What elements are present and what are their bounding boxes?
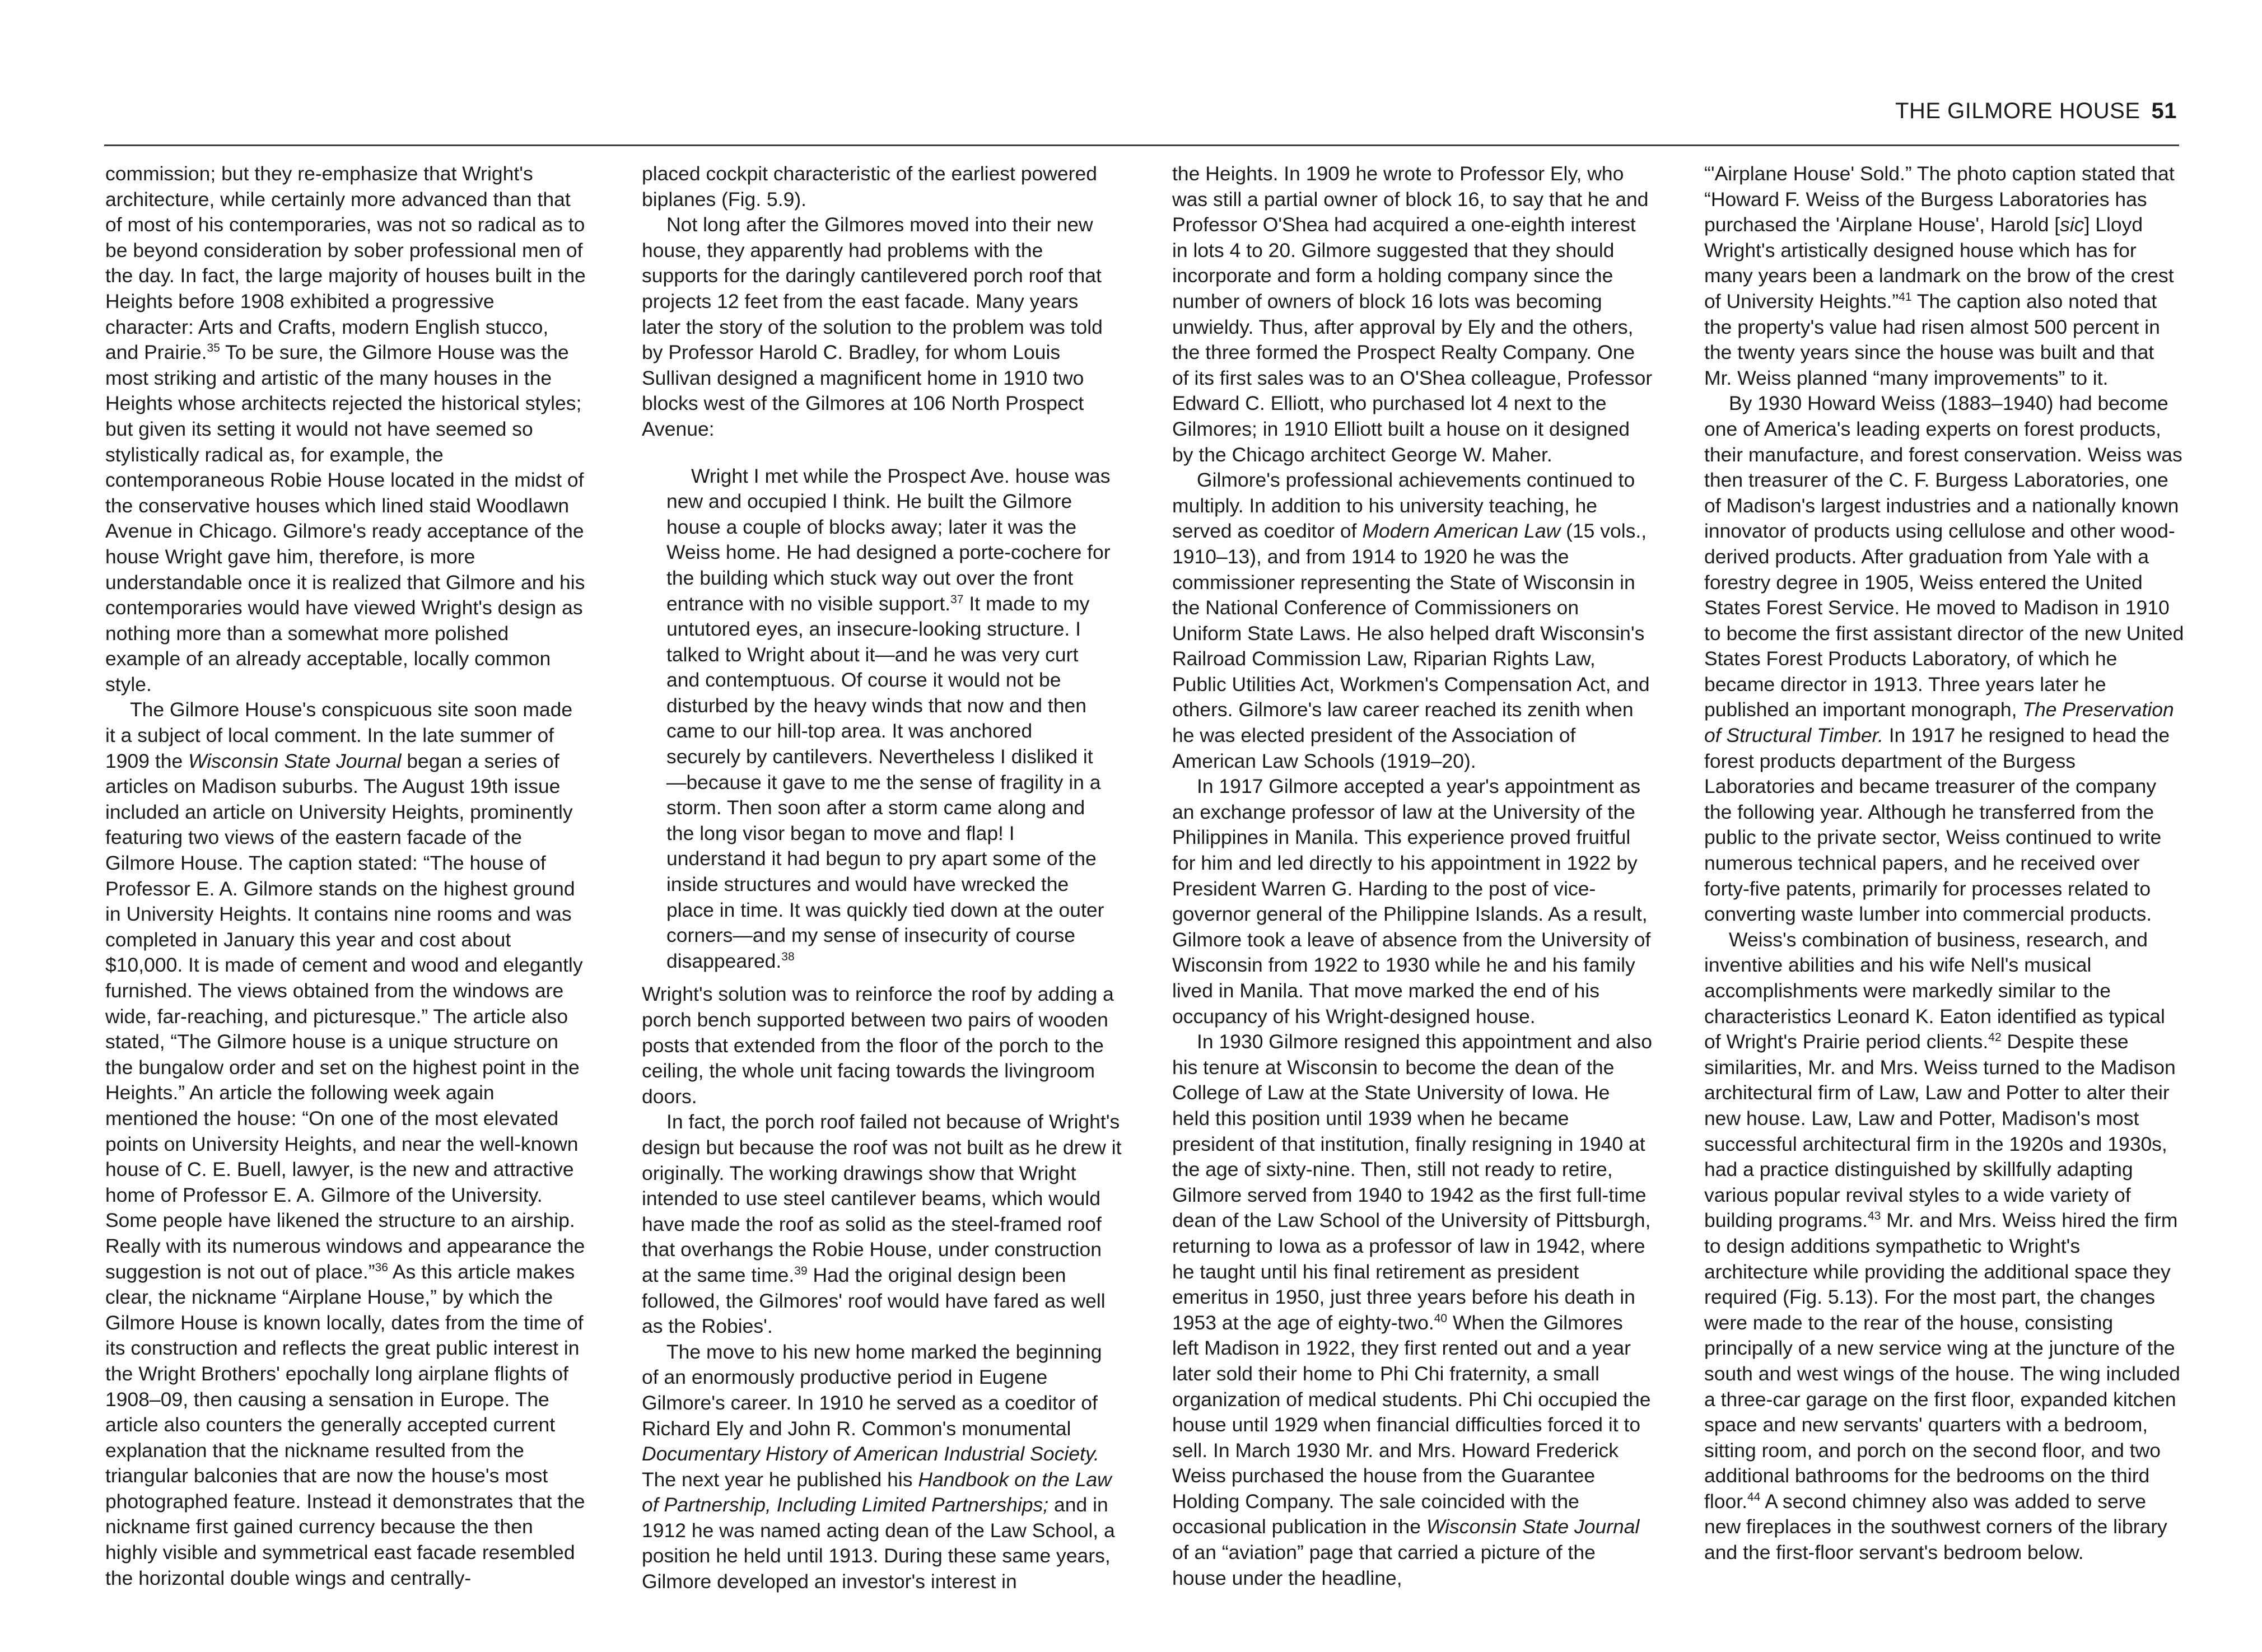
text-run: began a series of articles on Madison suburbs. The August 19th issue included an article on University Heights, prominently featuring two views of the eastern facade of the Gilmore House. The caption stated: “The house of Professor E. A. Gilmore stands on the highest ground in University Heights. It contains nine rooms and was completed in January this year and cost about $10,000. It is made of cement and wood and elegantly furnished. The views obtained from the windows are wide, far-reaching, and picturesque.” The article also stated, “The Gilmore house is a unique structure on the bungalow order and set on the highest point in the Heights.” An article the following week again mentioned the house: “On one of the most elevated points on University Heights, and near the well-known house of C. E. Buell, lawyer, is the new and attractive home of Professor E. A. Gilmore of the University. Some people have likened the structure to an airship. Really with its numerous windows and appearance the suggestion is not out of place.” — [105, 749, 585, 1283]
paragraph — [1704, 161, 2185, 391]
paragraph — [1172, 1029, 1653, 1591]
paragraph — [1704, 391, 2185, 927]
publication-title: Wisconsin State Journal — [188, 749, 402, 772]
footnote-ref: 42 — [1988, 1031, 2002, 1044]
paragraph — [1172, 468, 1653, 774]
text-run: By 1930 Howard Weiss (1883–1940) had become one of America's leading experts on forest products, their manufacture, and forest conservation. Weiss was then treasurer of the C. F. Burgess Laboratories, one of Madison's largest industries and a nationally known innovator of products using cellulose and other wood-derived products. After graduation from Yale with a forestry degree in 1905, Weiss entered the United States Forest Service. He moved to Madison in 1910 to become the first assistant director of the new United States Forest Products Laboratory, of which he became director in 1913. Three years later he published an important monograph, — [1704, 392, 2184, 721]
text-run: commission; but they re-emphasize that Wright's architecture, while certainly more advanced than that of most of his contemporaries, was not so radical as to be beyond consideration by sober professional men of the day. In fact, the large majority of houses built in the Heights before 1908 exhibited a progressive character: Arts and Crafts, modern English stucco, and Prairie. — [105, 162, 586, 364]
text-run: of an “aviation” page that carried a picture of the house under the headline, — [1172, 1541, 1596, 1589]
text-run: A second chimney also was added to serve new fireplaces in the southwest corners of the library and the first-floor servant's bedroom below. — [1704, 1490, 2167, 1564]
text-column-3 — [1172, 161, 1653, 1591]
text-run: The move to his new home marked the beginning of an enormously productive period in Eugene Gilmore's career. In 1910 he served as a coeditor of Richard Ely and John R. Common's monumental — [642, 1340, 1102, 1440]
text-run: Weiss's combination of business, research, and inventive abilities and his wife Nell's musical accomplishments were markedly similar to the characteristics Leonard K. Eaton identified as typical of Wright's Prairie period clients. — [1704, 928, 2165, 1053]
sic-note: sic — [2060, 213, 2084, 236]
text-run: (15 vols., 1910–13), and from 1914 to 1920 he was the commissioner representing the State of Wisconsin in the National Conference of Commissioners on Uniform State Laws. He also helped draft Wisconsin's Railroad Commission Law, Riparian Rights Law, Public Utilities Act, Workmen's Compensation Act, and others. Gilmore's law career reached its zenith when he was elected president of the Association of American Law Schools (1919–20). — [1172, 520, 1650, 772]
text-run: The Gilmore House's conspicuous site soon made it a subject of local comment. In the late summer of 1909 the — [105, 698, 573, 772]
text-run: Wright I met while the Prospect Ave. house was new and occupied I think. He built the Gilmore house a couple of blocks away; later it was the Weiss home. He had designed a porte-cochere for the building which stuck way out over the front entrance with no visible support. — [666, 464, 1111, 615]
block-quote — [642, 464, 1122, 974]
text-run: In 1930 Gilmore resigned this appointment and also his tenure at Wisconsin to become the dean of the College of Law at the State University of Iowa. He held this position until 1939 when he became president of that institution, finally resigning in 1940 at the age of sixty-nine. Then, still not ready to retire, Gilmore served from 1940 to 1942 as the first full-time dean of the Law School of the University of Pittsburgh, returning to Iowa as a professor of law in 1942, where he taught until his final retirement as president emeritus in 1950, just three years before his death in 1953 at the age of eighty-two. — [1172, 1030, 1653, 1334]
paragraph: Wright's solution was to reinforce the roof by adding a porch bench supported between two pairs of wooden posts that extended from the floor of the porch to the ceiling, the whole unit facing towards the livingroom doors. — [642, 983, 1114, 1108]
text-run: It made to my untutored eyes, an insecure-looking structure. I talked to Wright about it—and he was very curt and contemptuous. Of course it would not be disturbed by the heavy winds that now and then came to our hill-top area. It was anchored securely by cantilevers. Nevertheless I disliked it—because it gave to me the sense of fragility in a storm. Then soon after a storm came along and the long visor began to move and flap! I understand it had begun to pry apart some of the inside structures and would have wrecked the place in time. It was quickly tied down at the outer corners—and my sense of insecurity of course disappeared. — [666, 592, 1104, 972]
text-run: When the Gilmores left Madison in 1922, they first rented out and a year later sold their home to Phi Chi fraternity, a small organization of medical students. Phi Chi occupied the house until 1929 when financial difficulties forced it to sell. In March 1930 Mr. and Mrs. Howard Frederick Weiss purchased the house from the Guarantee Holding Company. The sale coincided with the occasional publication in the — [1172, 1311, 1651, 1538]
publication-title: The Preservation of Structural Timber. — [1704, 698, 2174, 747]
publication-title: Wisconsin State Journal — [1426, 1515, 1640, 1538]
running-head — [1895, 99, 2177, 124]
text-column-4 — [1704, 161, 2185, 1566]
text-run: Had the original design been followed, the Gilmores' roof would have fared as well as the Robies'. — [642, 1263, 1106, 1338]
publication-title: Handbook on the Law of Partnership, Including Limited Partnerships; — [642, 1468, 1112, 1516]
footnote-ref: 35 — [207, 342, 220, 355]
paragraph: Not long after the Gilmores moved into their new house, they apparently had problems with the supports for the daringly cantilevered porch roof that projects 12 feet from the east facade. Many years later the story of the solution to the problem was told by Professor Harold C. Bradley, for whom Louis Sullivan designed a magnificent home in 1910 two blocks west of the Gilmores at 106 North Prospect Avenue: — [642, 213, 1103, 440]
text-run: Despite these similarities, Mr. and Mrs. Weiss turned to the Madison architectural firm of Law, Law and Potter to alter their new house. Law, Law and Potter, Madison's most successful architectural firm in the 1920s and 1930s, had a practice distinguished by skillfully adapting various popular revival styles to a wide variety of building programs. — [1704, 1030, 2176, 1232]
publication-title: Documentary History of American Industrial Society. — [642, 1443, 1099, 1466]
text-run: ] Lloyd Wright's artistically designed house which has for many years been a landmark on the brow of the crest of University Heights.” — [1704, 213, 2174, 312]
paragraph: In 1917 Gilmore accepted a year's appointment as an exchange professor of law at the University of the Philippines in Manila. This experience proved fruitful for him and led directly to his appointment in 1922 by President Warren G. Harding to the post of vice-governor general of the Philippine Islands. As a result, Gilmore took a leave of absence from the University of Wisconsin from 1922 to 1930 while he and his family lived in Manila. That move marked the end of his occupancy of his Wright-designed house. — [1172, 775, 1651, 1028]
text-run: As this article makes clear, the nickname “Airplane House,” by which the Gilmore House is known locally, dates from the time of its construction and reflects the great public interest in the Wright Brothers' epochally long airplane flights of 1908–09, then causing a sensation in Europe. The article also counters the generally accepted current explanation that the nickname resulted from the triangular balconies that are now the house's most photographed feature. Instead it demonstrates that the nickname first gained currency because the then highly visible and symmetrical east facade resembled the horizontal double wings and centrally- — [105, 1260, 585, 1589]
footnote-ref: 38 — [781, 950, 795, 963]
paragraph — [642, 1109, 1122, 1339]
text-run: “'Airplane House' Sold.” The photo caption stated that “Howard F. Weiss of the Burgess Laboratories has purchased the 'Airplane House', Harold [ — [1704, 162, 2175, 236]
text-run: Mr. and Mrs. Weiss hired the firm to design additions sympathetic to Wright's architecture while providing the additional space they required (Fig. 5.13). For the most part, the changes were made to the rear of the house, consisting principally of a new service wing at the juncture of the south and west wings of the house. The wing included a three-car garage on the first floor, expanded kitchen space and new servants' quarters with a bedroom, sitting room, and porch on the second floor, and two additional bathrooms for the bedrooms on the third floor. — [1704, 1209, 2180, 1513]
header-rule — [104, 144, 2179, 146]
paragraph — [1704, 927, 2185, 1566]
text-run: The next year he published his — [642, 1468, 918, 1491]
paragraph — [105, 161, 586, 697]
footnote-ref: 43 — [1868, 1210, 1881, 1223]
footnote-ref: 41 — [1899, 291, 1912, 304]
footnote-ref: 37 — [950, 592, 964, 606]
footnote-ref: 44 — [1747, 1491, 1761, 1504]
footnote-ref: 39 — [794, 1264, 808, 1278]
running-head-title: THE GILMORE HOUSE — [1895, 99, 2140, 123]
footnote-ref: 40 — [1434, 1312, 1448, 1325]
paragraph — [105, 697, 586, 1591]
footnote-ref: 36 — [375, 1261, 388, 1274]
text-run: In fact, the porch roof failed not because of Wright's design but because the roof was not built as he drew it originally. The working drawings show that Wright intended to use steel cantilever beams, which would have made the roof as solid as the steel-framed roof that overhangs the Robie House, under construction at the same time. — [642, 1110, 1122, 1286]
text-run: To be sure, the Gilmore House was the most striking and artistic of the many houses in the Heights whose architects rejected the historical styles; but given its setting it would not have seemed so stylistically radical as, for example, the contemporaneous Robie House located in the midst of the conservative houses which lined staid Woodlawn Avenue in Chicago. Gilmore's ready acceptance of the house Wright gave him, therefore, is more understandable once it is realized that Gilmore and his contemporaries would have viewed Wright's design as nothing more than a somewhat more polished example of an already acceptable, locally common style. — [105, 341, 585, 696]
paragraph: placed cockpit characteristic of the earliest powered biplanes (Fig. 5.9). — [642, 162, 1097, 211]
page-number: 51 — [2151, 99, 2177, 123]
text-run: The caption also noted that the property's value had risen almost 500 percent in the twenty years since the house was built and that Mr. Weiss planned “many improvements” to it. — [1704, 290, 2160, 389]
text-run: and in 1912 he was named acting dean of the Law School, a position he held until 1913. During these same years, Gilmore developed an investor's interest in — [642, 1494, 1115, 1593]
publication-title: Modern American Law — [1362, 520, 1561, 543]
paragraph — [642, 1340, 1122, 1595]
text-run: Gilmore's professional achievements continued to multiply. In addition to his university teaching, he served as coeditor of — [1172, 469, 1635, 543]
text-run: In 1917 he resigned to head the forest products department of the Burgess Laboratories and became treasurer of the company the following year. Although he transferred from the public to the private sector, Weiss continued to write numerous technical papers, and he received over forty-five patents, primarily for processes related to converting waste lumber into commercial products. — [1704, 724, 2170, 926]
text-column-1 — [105, 161, 586, 1591]
text-column-2 — [642, 161, 1122, 1595]
paragraph: the Heights. In 1909 he wrote to Professor Ely, who was still a partial owner of block 16, to say that he and Professor O'Shea had acquired a one-eighth interest in lots 4 to 20. Gilmore suggested that they should incorporate and form a holding company since the number of owners of block 16 lots was becoming unwieldy. Thus, after approval by Ely and the others, the three formed the Prospect Realty Company. One of its first sales was to an O'Shea colleague, Professor Edward C. Elliott, who purchased lot 4 next to the Gilmores; in 1910 Elliott built a house on it designed by the Chicago architect George W. Maher. — [1172, 162, 1653, 466]
